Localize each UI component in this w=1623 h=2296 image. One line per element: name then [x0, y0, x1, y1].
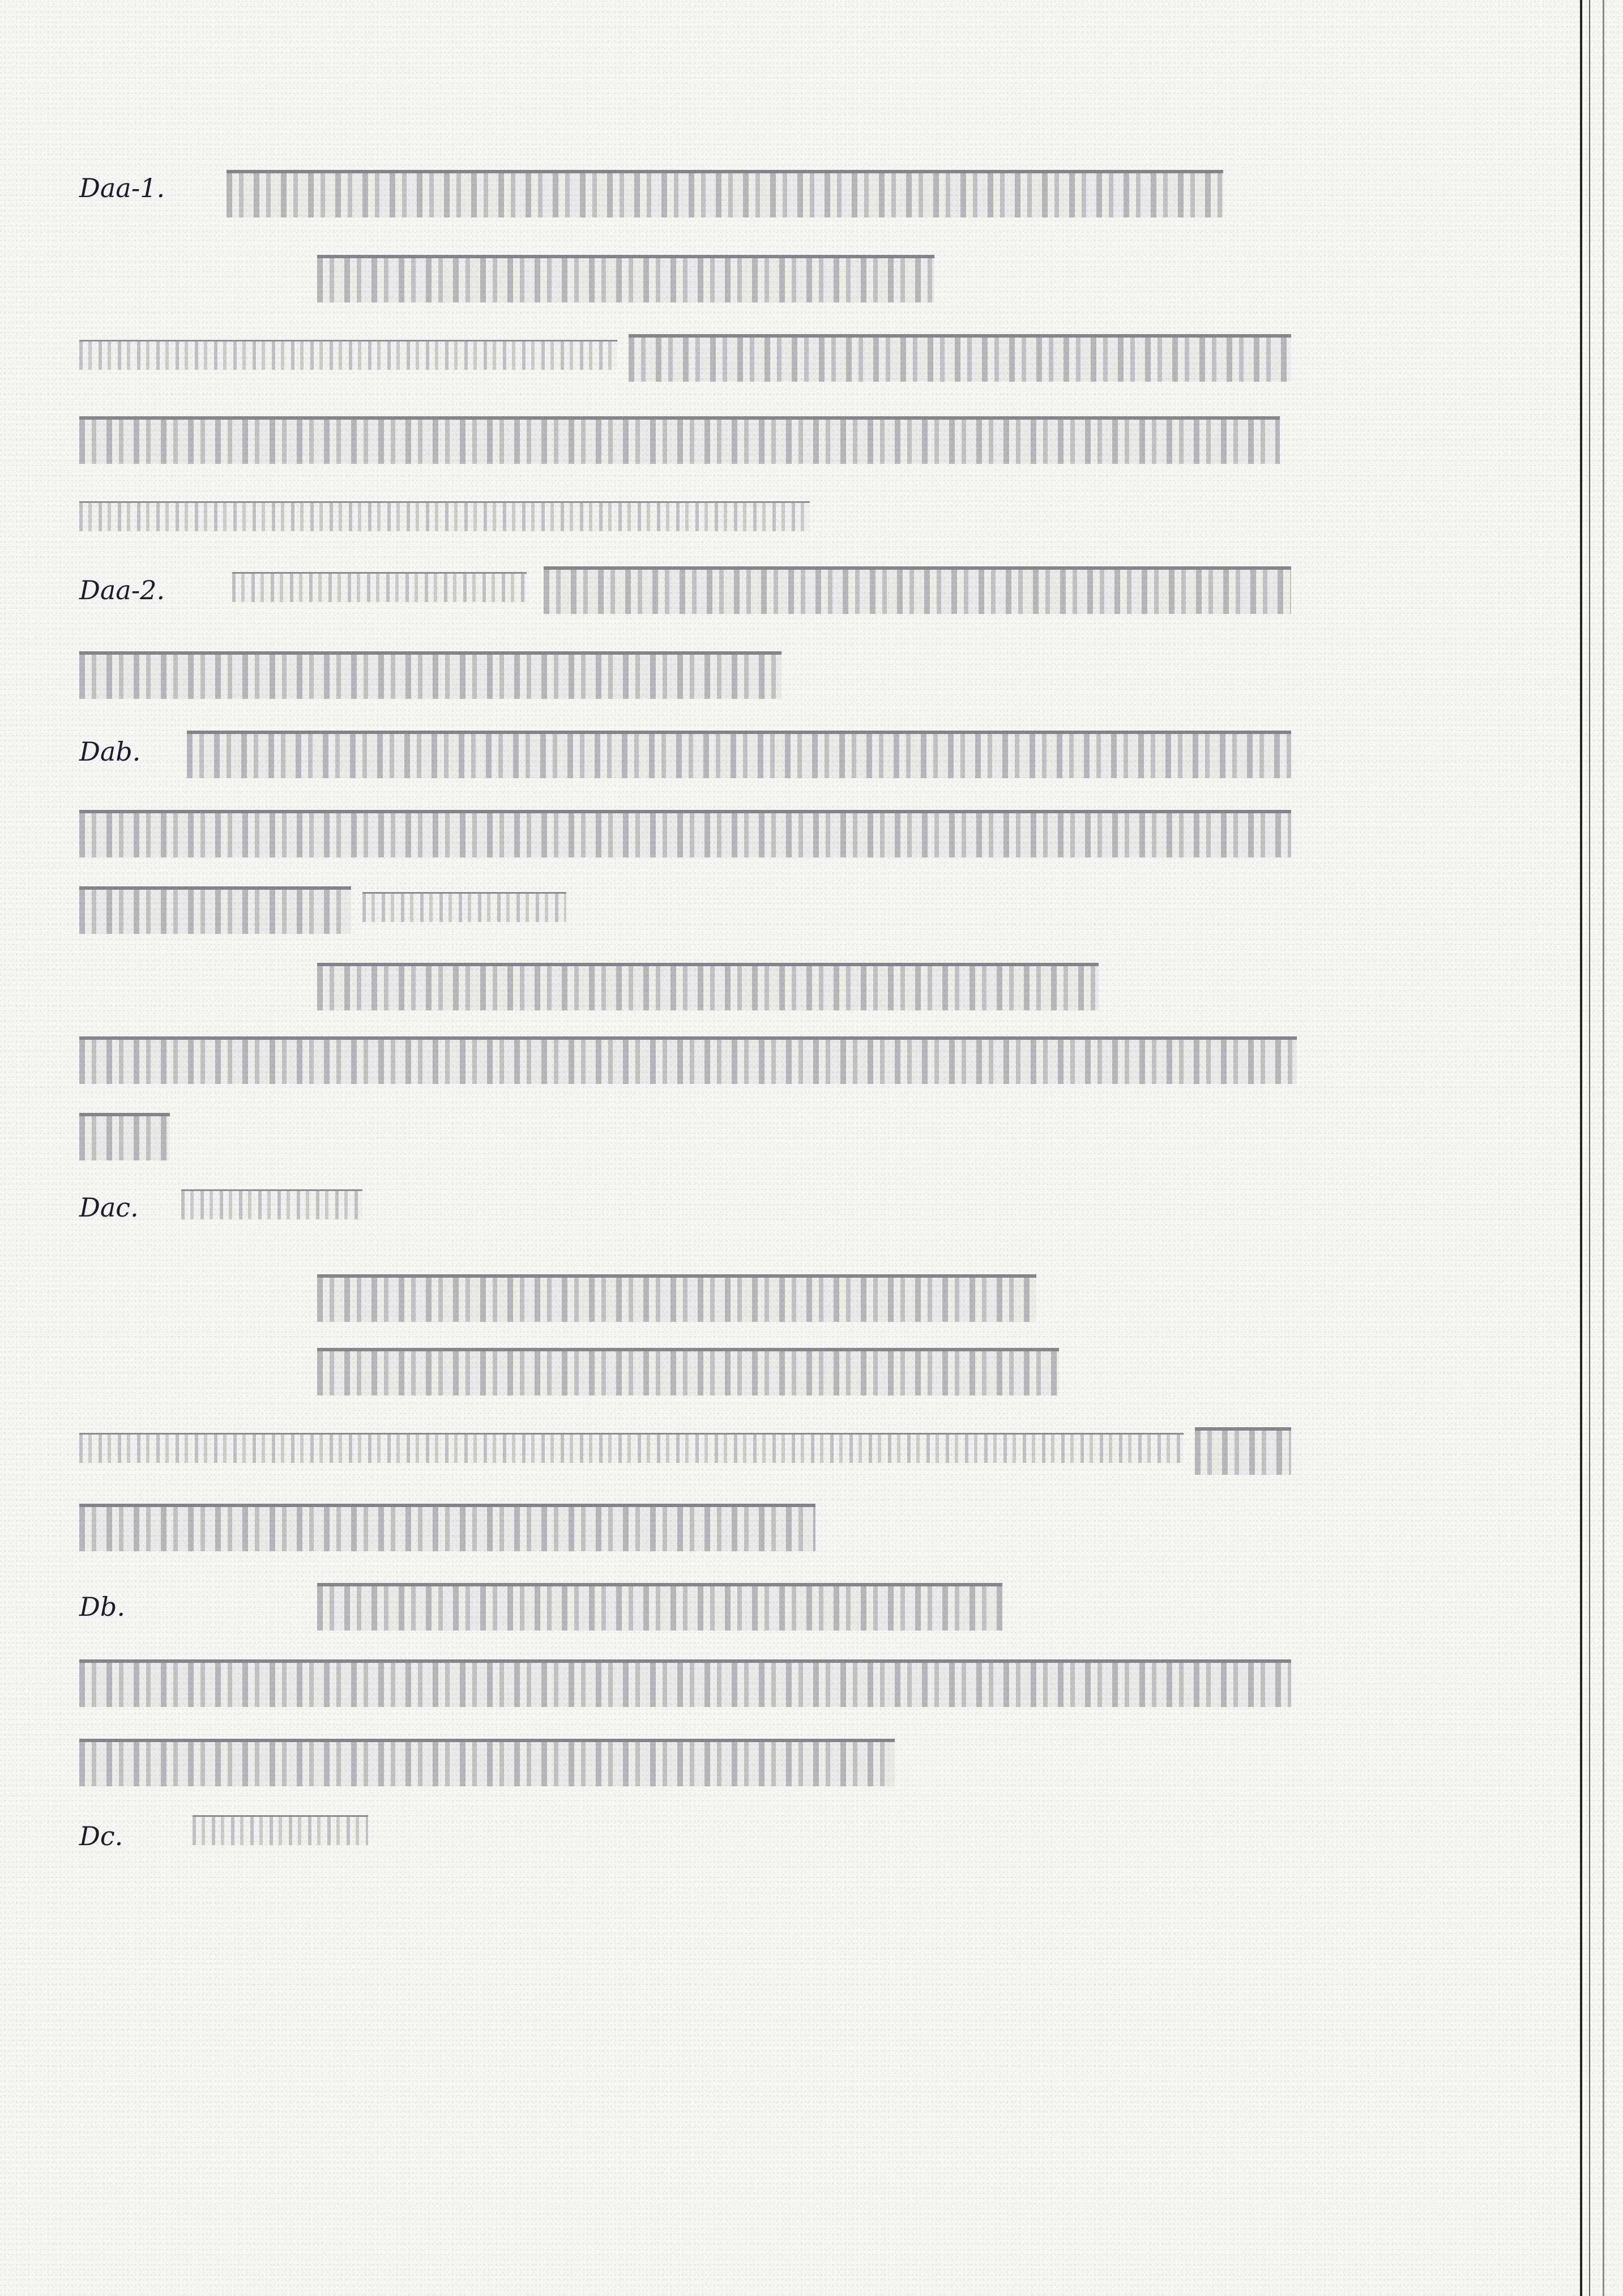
devanagari-line: [79, 886, 351, 934]
page-edge-line: [1589, 0, 1590, 2296]
section-label: Daa-1.: [79, 173, 165, 203]
devanagari-line: [227, 170, 1223, 217]
devanagari-line: [317, 1348, 1059, 1395]
devanagari-line: [187, 731, 1291, 778]
tibetan-line: [232, 572, 527, 602]
devanagari-line: [79, 1036, 1297, 1084]
devanagari-line: [79, 1659, 1291, 1707]
devanagari-line: [79, 651, 781, 699]
devanagari-line: [1195, 1427, 1291, 1475]
devanagari-line: [79, 416, 1280, 464]
tibetan-line: [181, 1189, 362, 1219]
devanagari-line: [317, 1583, 1002, 1631]
page-edge-line: [1603, 0, 1604, 2296]
devanagari-line: [79, 1504, 815, 1551]
devanagari-line: [79, 810, 1291, 857]
devanagari-line: [79, 1739, 895, 1786]
section-label: Db.: [79, 1591, 125, 1622]
section-label: Dac.: [79, 1192, 139, 1223]
devanagari-line: [629, 334, 1291, 382]
devanagari-line: [317, 1274, 1036, 1322]
tibetan-line: [79, 1433, 1184, 1463]
tibetan-line: [79, 340, 617, 370]
page-edge-line: [1580, 0, 1582, 2296]
tibetan-line: [362, 892, 566, 922]
section-label: Dc.: [79, 1821, 123, 1851]
section-label: Daa-2.: [79, 575, 165, 605]
devanagari-line: [317, 255, 934, 302]
devanagari-line: [317, 963, 1099, 1010]
tibetan-line: [79, 501, 810, 531]
devanagari-line: [79, 1113, 170, 1160]
devanagari-line: [544, 566, 1291, 614]
section-label: Dab.: [79, 736, 141, 767]
tibetan-line: [193, 1815, 368, 1845]
